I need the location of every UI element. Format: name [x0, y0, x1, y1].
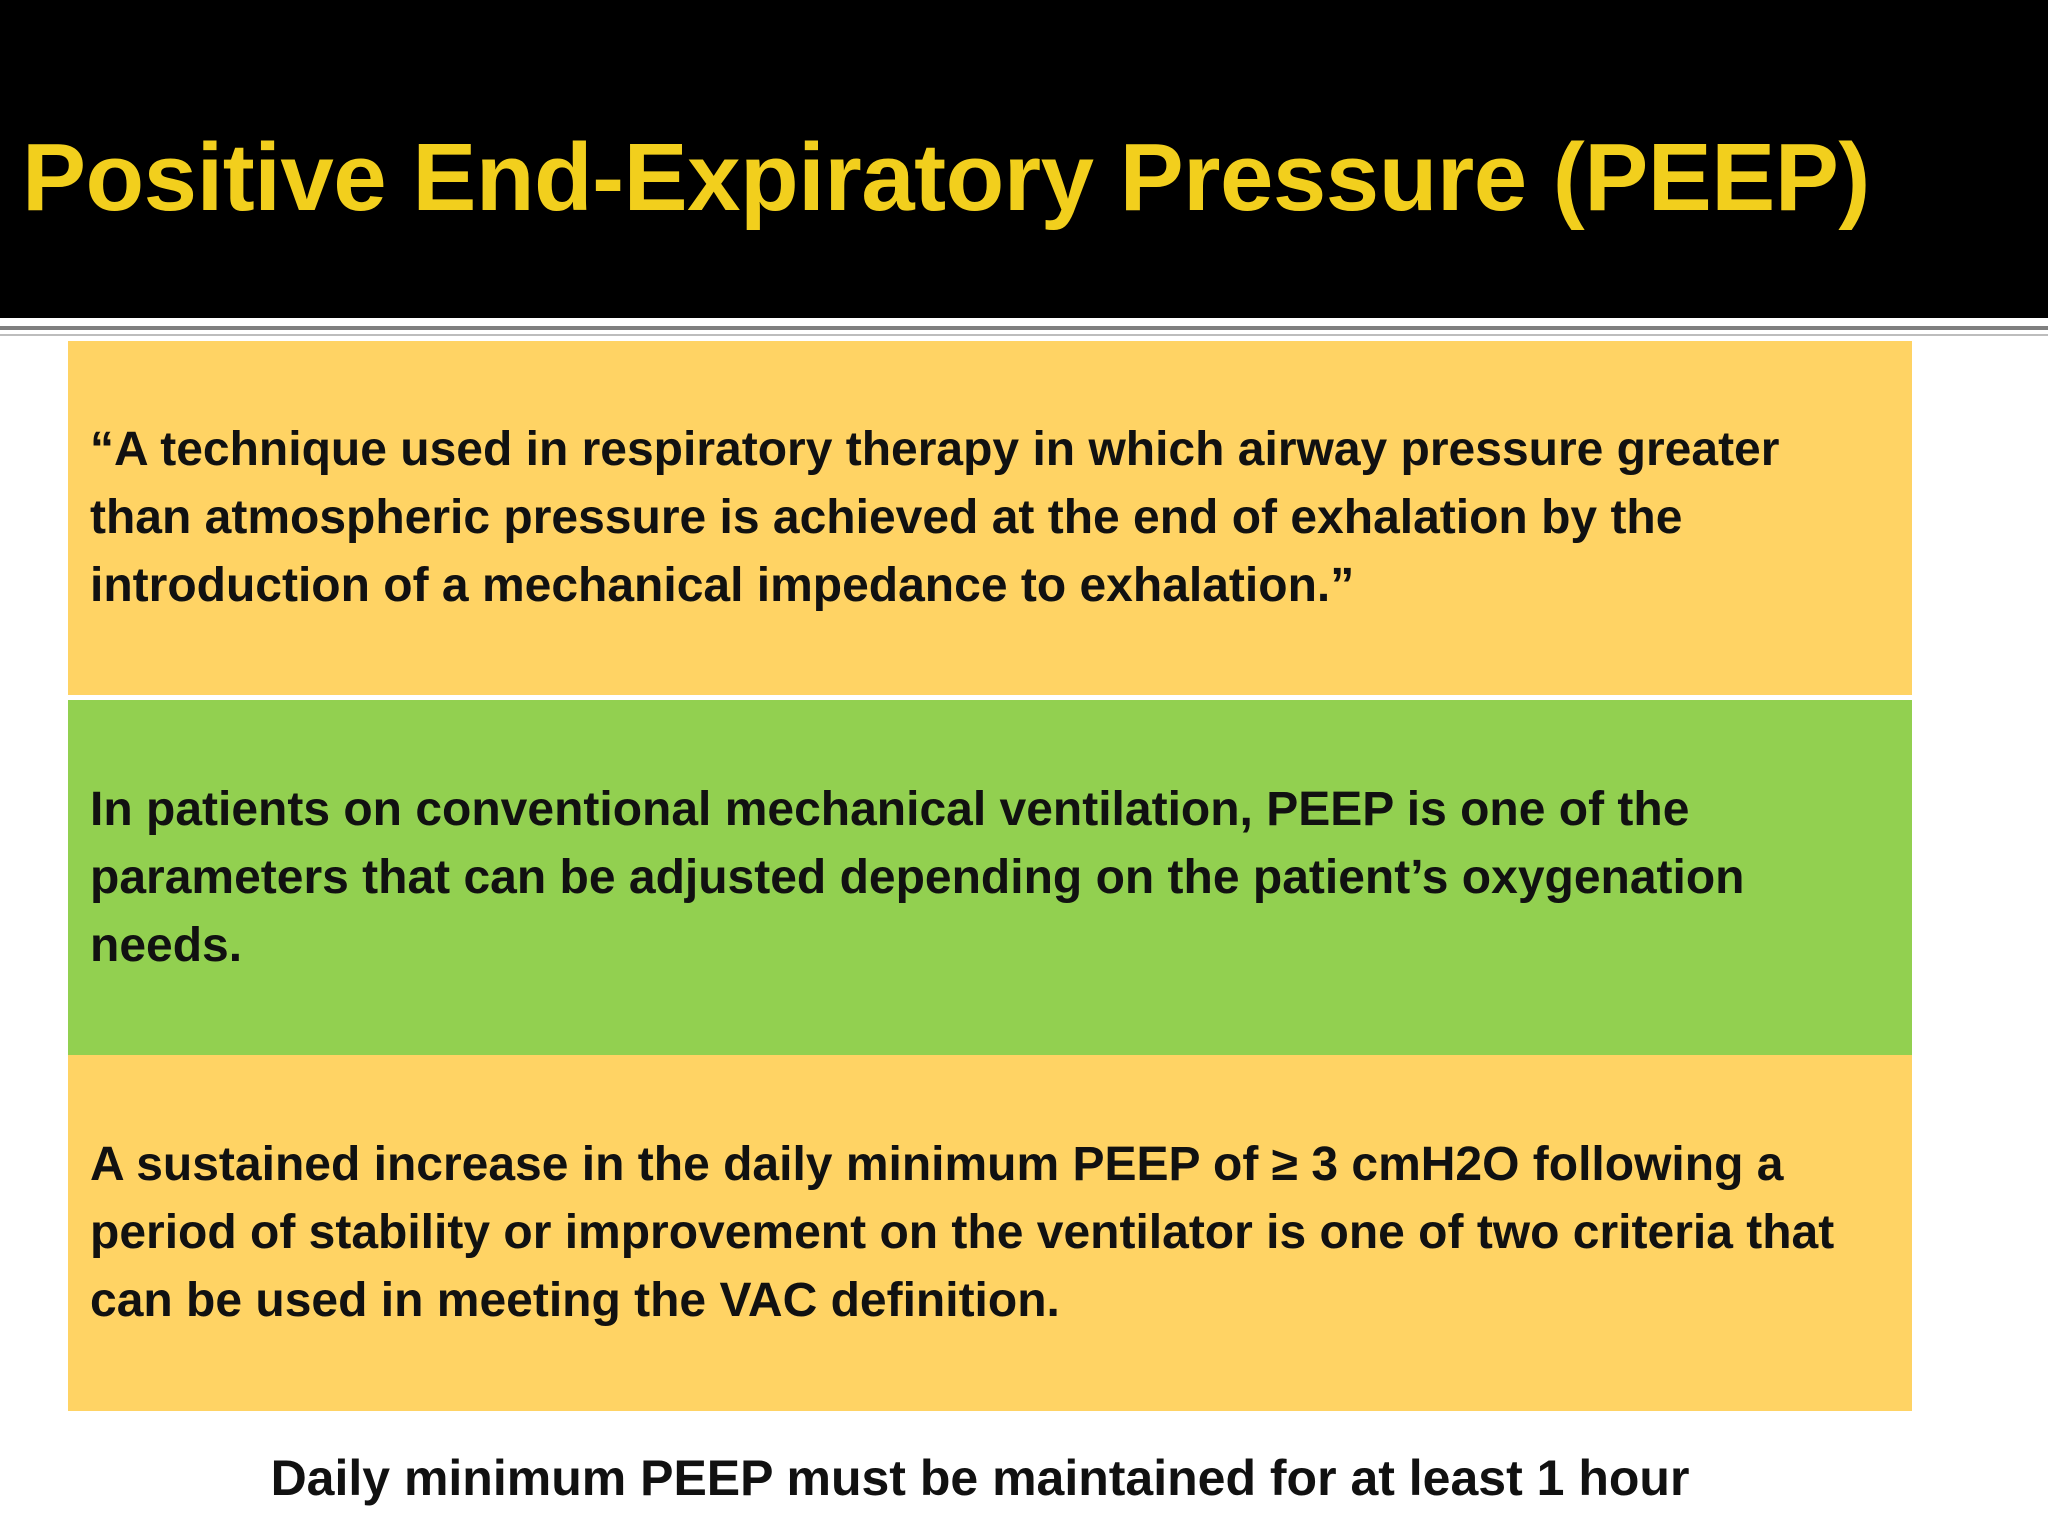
definition-text: “A technique used in respiratory therapy in which airway pressure greater than atmospheric pressure is achieved at the end of exhalation by the introduction of a mechanical impedance to exhalation.”: [90, 423, 1780, 612]
slide-title: Positive End-Expiratory Pressure (PEEP): [22, 124, 1870, 231]
footnote: Daily minimum PEEP must be maintained for at least 1 hour: [270, 1450, 1690, 1506]
definition-panel: [68, 341, 1912, 695]
vac-criteria-panel: [68, 1055, 1912, 1411]
title-band: [0, 0, 2048, 318]
title-divider: [0, 326, 2048, 330]
ventilation-panel: [68, 700, 1912, 1055]
title-divider-thin: [0, 334, 2048, 336]
ventilation-text: In patients on conventional mechanical ventilation, PEEP is one of the parameters that can be adjusted depending on the patient’s oxygenation needs.: [90, 782, 1745, 972]
vac-criteria-text: A sustained increase in the daily minimum PEEP of ≥ 3 cmH2O following a period of stability or improvement on the ventilator is one of two criteria that can be used in meeting the VAC definition.: [90, 1138, 1835, 1327]
